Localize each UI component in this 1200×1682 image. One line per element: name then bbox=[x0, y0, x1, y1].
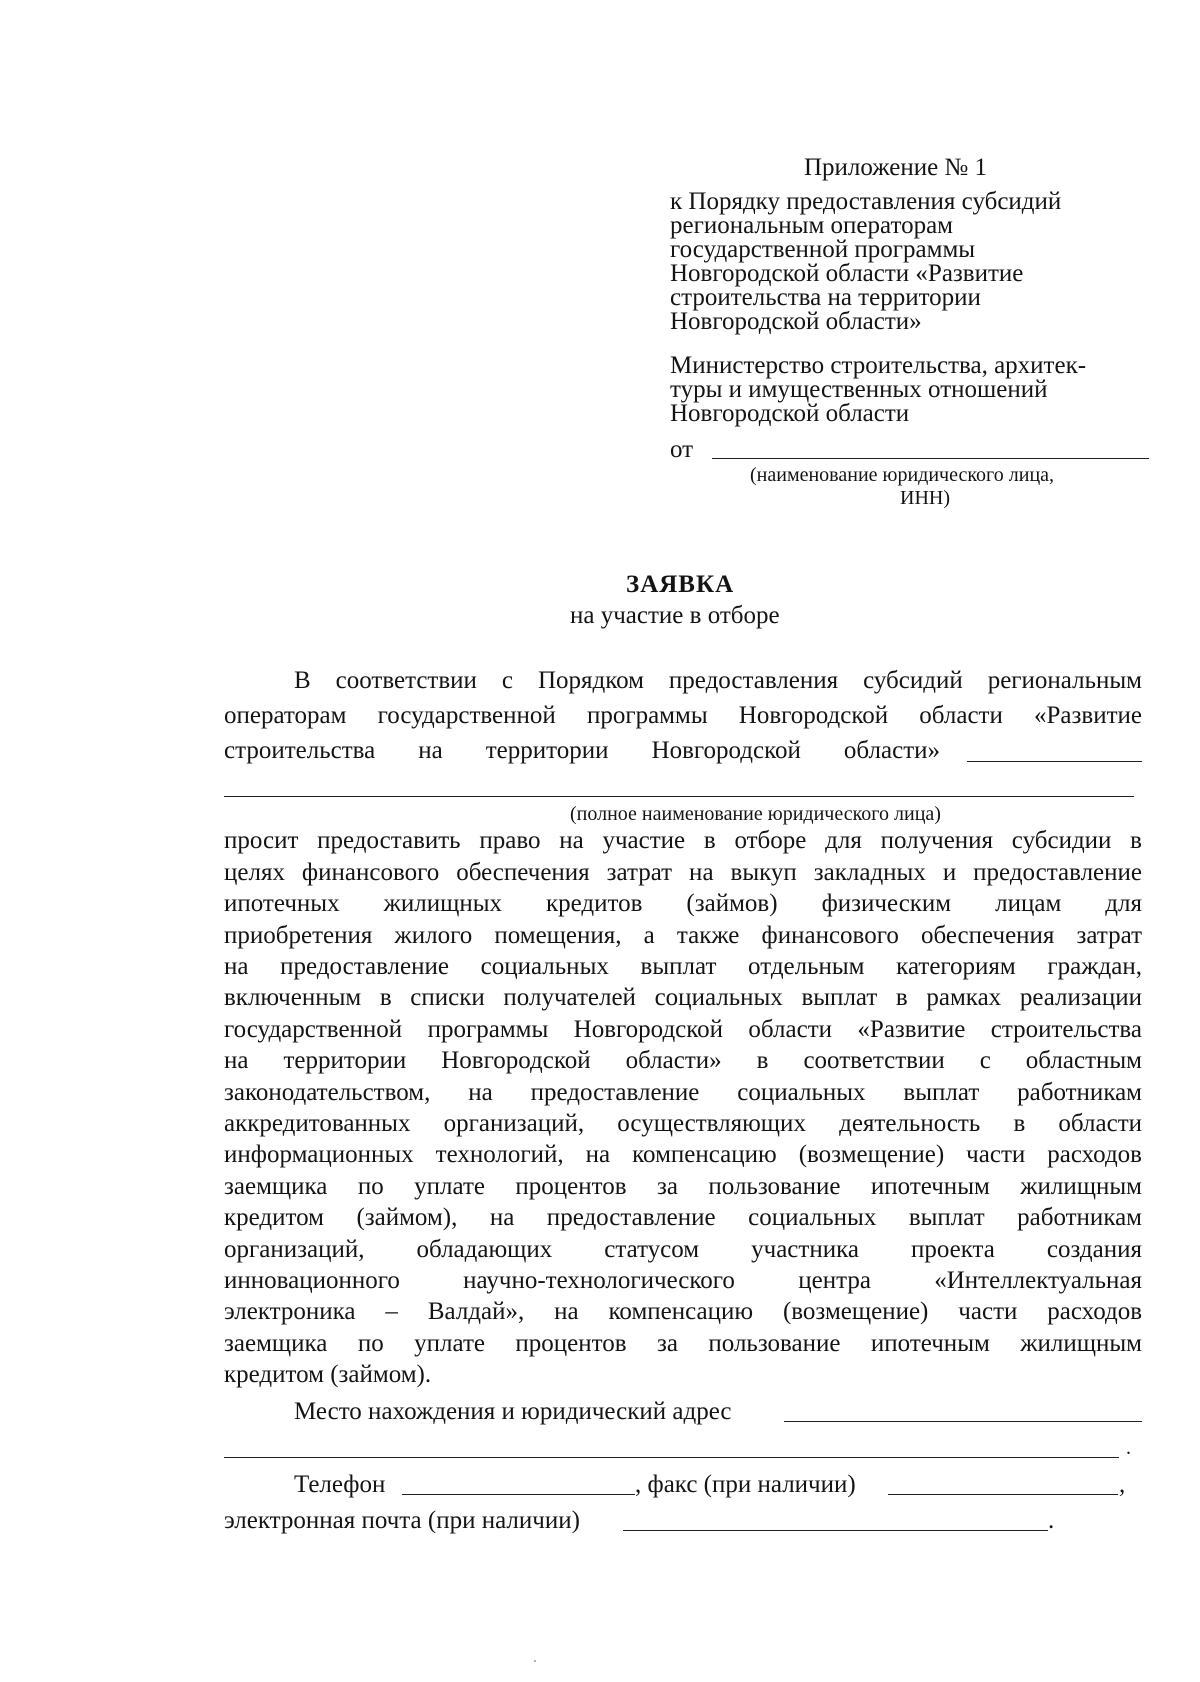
address-blank-line-2 bbox=[224, 1457, 1119, 1458]
appendix-line-6: Новгородской области» bbox=[670, 308, 922, 335]
appendix-line-2: региональным операторам bbox=[670, 212, 953, 239]
fax-label: , факс (при наличии) bbox=[635, 1471, 856, 1498]
body-line-18: кредитом (займом). bbox=[224, 1361, 432, 1388]
document-subtitle: на участие в отборе bbox=[570, 602, 780, 629]
fax-blank-line bbox=[888, 1494, 1118, 1495]
appendix-title: Приложение № 1 bbox=[804, 154, 988, 181]
body-line-14: организаций, обладающих статусом участника проекта создания bbox=[224, 1236, 1142, 1263]
body-line-16: электроника – Валдай», на компенсацию (возмещение) части расходов bbox=[224, 1298, 1142, 1325]
appendix-line-1: к Порядку предоставления субсидий bbox=[670, 188, 1062, 215]
body-line-1: просит предоставить право на участие в отборе для получения субсидии в bbox=[224, 827, 1142, 854]
body-line-9: законодательством, на предоставление социальных выплат работникам bbox=[224, 1079, 1142, 1106]
body-line-5: на предоставление социальных выплат отдельным категориям граждан, bbox=[224, 953, 1142, 980]
applicant-blank-line-1 bbox=[967, 761, 1142, 762]
appendix-line-5: строительства на территории bbox=[670, 284, 981, 311]
intro-line-1: В соответствии с Порядком предоставления субсидий региональным bbox=[294, 667, 1142, 694]
body-line-10: аккредитованных организаций, осуществляющих деятельность в области bbox=[224, 1110, 1142, 1137]
phone-label: Телефон bbox=[294, 1471, 386, 1498]
body-line-11: информационных технологий, на компенсацию (возмещение) части расходов bbox=[224, 1141, 1142, 1168]
body-line-15: инновационного научно-технологического центра «Интеллектуальная bbox=[224, 1267, 1142, 1294]
applicant-hint: (полное наименование юридического лица) bbox=[570, 803, 941, 825]
body-line-6: включенным в списки получателей социальных выплат в рамках реализации bbox=[224, 984, 1142, 1011]
body-line-7: государственной программы Новгородской области «Развитие строительства bbox=[224, 1016, 1142, 1043]
fax-end-mark: , bbox=[1119, 1471, 1126, 1498]
document-title: ЗАЯВКА bbox=[626, 571, 735, 598]
body-line-4: приобретения жилого помещения, а также финансового обеспечения затрат bbox=[224, 922, 1142, 949]
from-hint-line-1: (наименование юридического лица, bbox=[750, 464, 1055, 486]
from-blank-line bbox=[712, 458, 1149, 459]
body-line-12: заемщика по уплате процентов за пользование ипотечным жилищным bbox=[224, 1173, 1142, 1200]
from-label: от bbox=[670, 436, 694, 463]
body-line-17: заемщика по уплате процентов за пользование ипотечным жилищным bbox=[224, 1330, 1142, 1357]
body-line-13: кредитом (займом), на предоставление социальных выплат работникам bbox=[224, 1204, 1142, 1231]
appendix-line-4: Новгородской области «Развитие bbox=[670, 260, 1024, 287]
address-label: Место нахождения и юридический адрес bbox=[294, 1398, 732, 1425]
email-end-mark: . bbox=[1048, 1507, 1055, 1534]
addressee-line-3: Новгородской области bbox=[670, 400, 910, 427]
address-end-mark: . bbox=[1126, 1437, 1131, 1459]
intro-line-3: строительства на территории Новгородской области» bbox=[224, 737, 940, 764]
intro-line-2: операторам государственной программы Новгородской области «Развитие bbox=[224, 702, 1142, 729]
body-line-8: на территории Новгородской области» в соответствии с областным bbox=[224, 1047, 1142, 1074]
body-line-3: ипотечных жилищных кредитов (займов) физическим лицам для bbox=[224, 890, 1142, 917]
scan-speck bbox=[534, 1660, 536, 1662]
address-blank-line-1 bbox=[784, 1421, 1142, 1422]
from-hint-line-2: ИНН) bbox=[900, 487, 950, 509]
applicant-blank-line-2 bbox=[224, 796, 1134, 797]
addressee-line-2: туры и имущественных отношений bbox=[670, 376, 1048, 403]
addressee-line-1: Министерство строительства, архитек- bbox=[670, 352, 1087, 379]
email-blank-line bbox=[623, 1530, 1048, 1531]
email-label: электронная почта (при наличии) bbox=[224, 1507, 580, 1534]
phone-blank-line bbox=[402, 1494, 635, 1495]
body-line-2: целях финансового обеспечения затрат на выкуп закладных и предоставление bbox=[224, 859, 1142, 886]
appendix-line-3: государственной программы bbox=[670, 236, 976, 263]
